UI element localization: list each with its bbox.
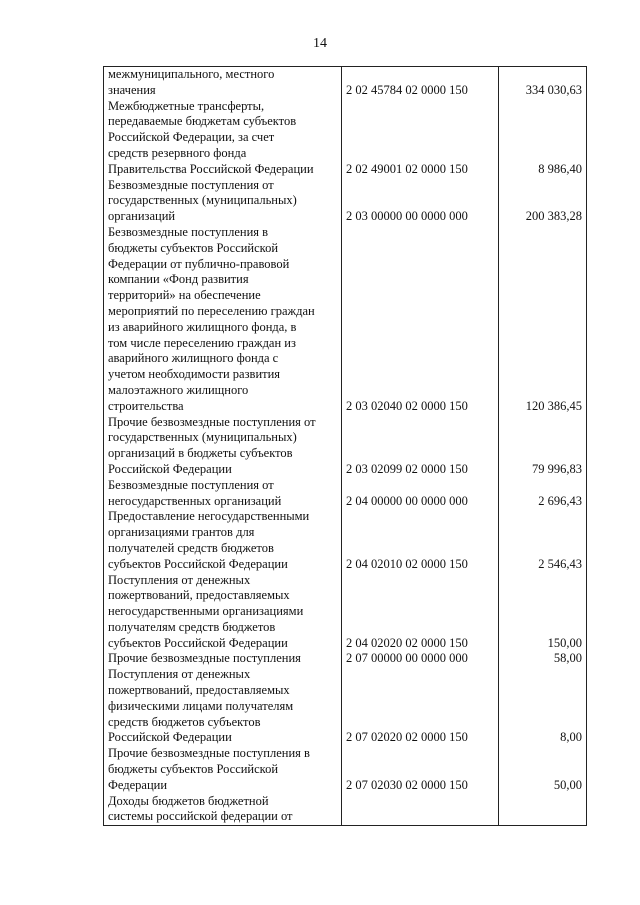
revenue-name-line: передаваемые бюджетам субъектов [108,114,297,129]
revenue-name-cell [104,225,342,415]
revenue-name-line: системы российской федерации от [108,809,293,824]
revenue-name-line: учетом необходимости развития [108,367,281,382]
revenue-name-line: Российской Федерации [108,730,232,745]
amount-cell [499,794,587,826]
revenue-name-line: негосударственными организациями [108,604,304,619]
revenue-name-line: субъектов Российской Федерации [108,556,288,571]
table-row [104,746,587,793]
budget-code-cell: 2 02 45784 02 0000 150 [342,67,499,99]
revenue-name-line: компании «Фонд развития [108,272,249,287]
table-row [104,225,587,415]
revenue-name-line: государственных (муниципальных) [108,430,297,445]
amount-cell: 50,00 [499,746,587,793]
revenue-name-line: бюджеты субъектов Российской [108,762,279,777]
revenue-name-line: пожертвований, предоставляемых [108,588,290,603]
revenue-name-line: физическими лицами получателям [108,698,294,713]
revenue-name-cell [104,415,342,478]
table-row [104,178,587,225]
revenue-name-line: Федерации [108,777,168,792]
revenue-name-cell [104,651,342,667]
revenue-name-line: из аварийного жилищного фонда, в [108,319,297,334]
table-row [104,415,587,478]
table-row [104,99,587,178]
revenue-name-line: межмуниципального, местного [108,67,275,81]
revenue-name-cell [104,746,342,793]
amount-cell: 150,00 [499,573,587,652]
amount-cell: 120 386,45 [499,225,587,415]
revenue-name-line: Российской Федерации [108,461,232,476]
budget-code-cell: 2 04 00000 00 0000 000 [342,478,499,510]
revenue-name-line: Прочие безвозмездные поступления в [108,746,310,761]
page-number: 14 [313,36,327,51]
table-row [104,478,587,510]
revenue-name-line: организациями грантов для [108,525,255,540]
revenue-name-line: Безвозмездные поступления в [108,224,269,239]
revenue-table-body [104,67,587,826]
revenue-name-line: Поступления от денежных [108,667,251,682]
table-row [104,509,587,572]
budget-code-cell: 2 07 00000 00 0000 000 [342,651,499,667]
revenue-name-line: аварийного жилищного фонда с [108,351,279,366]
table-row [104,651,587,667]
amount-cell: 8 986,40 [499,99,587,178]
revenue-name-cell [104,509,342,572]
revenue-name-line: Предоставление негосударственными [108,509,310,524]
revenue-name-line: бюджеты субъектов Российской [108,240,279,255]
revenue-name-line: средств бюджетов субъектов [108,714,261,729]
budget-code-cell: 2 03 00000 00 0000 000 [342,178,499,225]
revenue-name-line: Поступления от денежных [108,572,251,587]
budget-code-cell: 2 04 02010 02 0000 150 [342,509,499,572]
revenue-name-line: получателей средств бюджетов [108,540,274,555]
amount-cell: 334 030,63 [499,67,587,99]
table-row [104,667,587,746]
revenue-name-line: малоэтажного жилищного [108,382,249,397]
budget-code-cell: 2 07 02020 02 0000 150 [342,667,499,746]
revenue-name-line: Прочие безвозмездные поступления от [108,414,316,429]
revenue-name-line: территорий» на обеспечение [108,288,261,303]
table-row [104,794,587,826]
revenue-name-line: пожертвований, предоставляемых [108,683,290,698]
revenue-name-cell [104,178,342,225]
amount-cell: 2 546,43 [499,509,587,572]
revenue-name-line: Доходы бюджетов бюджетной [108,793,269,808]
revenue-name-cell [104,667,342,746]
table-row [104,67,587,99]
revenue-name-line: строительства [108,398,184,413]
budget-code-cell: 2 07 02030 02 0000 150 [342,746,499,793]
amount-cell: 79 996,83 [499,415,587,478]
amount-cell: 2 696,43 [499,478,587,510]
revenue-name-line: Федерации от публично-правовой [108,256,290,271]
budget-code-cell: 2 03 02040 02 0000 150 [342,225,499,415]
revenue-name-cell [104,67,342,99]
budget-code-cell [342,794,499,826]
budget-code-cell: 2 03 02099 02 0000 150 [342,415,499,478]
revenue-name-cell [104,99,342,178]
revenue-name-line: негосударственных организаций [108,493,282,508]
revenue-name-line: Безвозмездные поступления от [108,477,274,492]
revenue-name-line: Российской Федерации, за счет [108,130,275,145]
revenue-name-line: организаций [108,209,176,224]
budget-code-cell: 2 02 49001 02 0000 150 [342,99,499,178]
revenue-name-cell [104,478,342,510]
revenue-name-line: значения [108,82,156,97]
revenue-name-line: мероприятий по переселению граждан [108,303,315,318]
revenue-name-line: организаций в бюджеты субъектов [108,446,293,461]
revenue-name-cell [104,794,342,826]
revenue-name-line: Безвозмездные поступления от [108,177,274,192]
amount-cell: 58,00 [499,651,587,667]
revenue-name-cell [104,573,342,652]
revenue-name-line: средств резервного фонда [108,145,247,160]
table-row [104,573,587,652]
revenue-name-line: государственных (муниципальных) [108,193,297,208]
revenue-name-line: Правительства Российской Федерации [108,161,314,176]
revenue-name-line: Межбюджетные трансферты, [108,98,265,113]
revenue-name-line: том числе переселению граждан из [108,335,296,350]
amount-cell: 8,00 [499,667,587,746]
revenue-name-line: получателям средств бюджетов [108,619,276,634]
revenue-table [103,66,587,826]
amount-cell: 200 383,28 [499,178,587,225]
revenue-name-line: субъектов Российской Федерации [108,635,288,650]
revenue-name-line: Прочие безвозмездные поступления [108,651,301,666]
budget-code-cell: 2 04 02020 02 0000 150 [342,573,499,652]
